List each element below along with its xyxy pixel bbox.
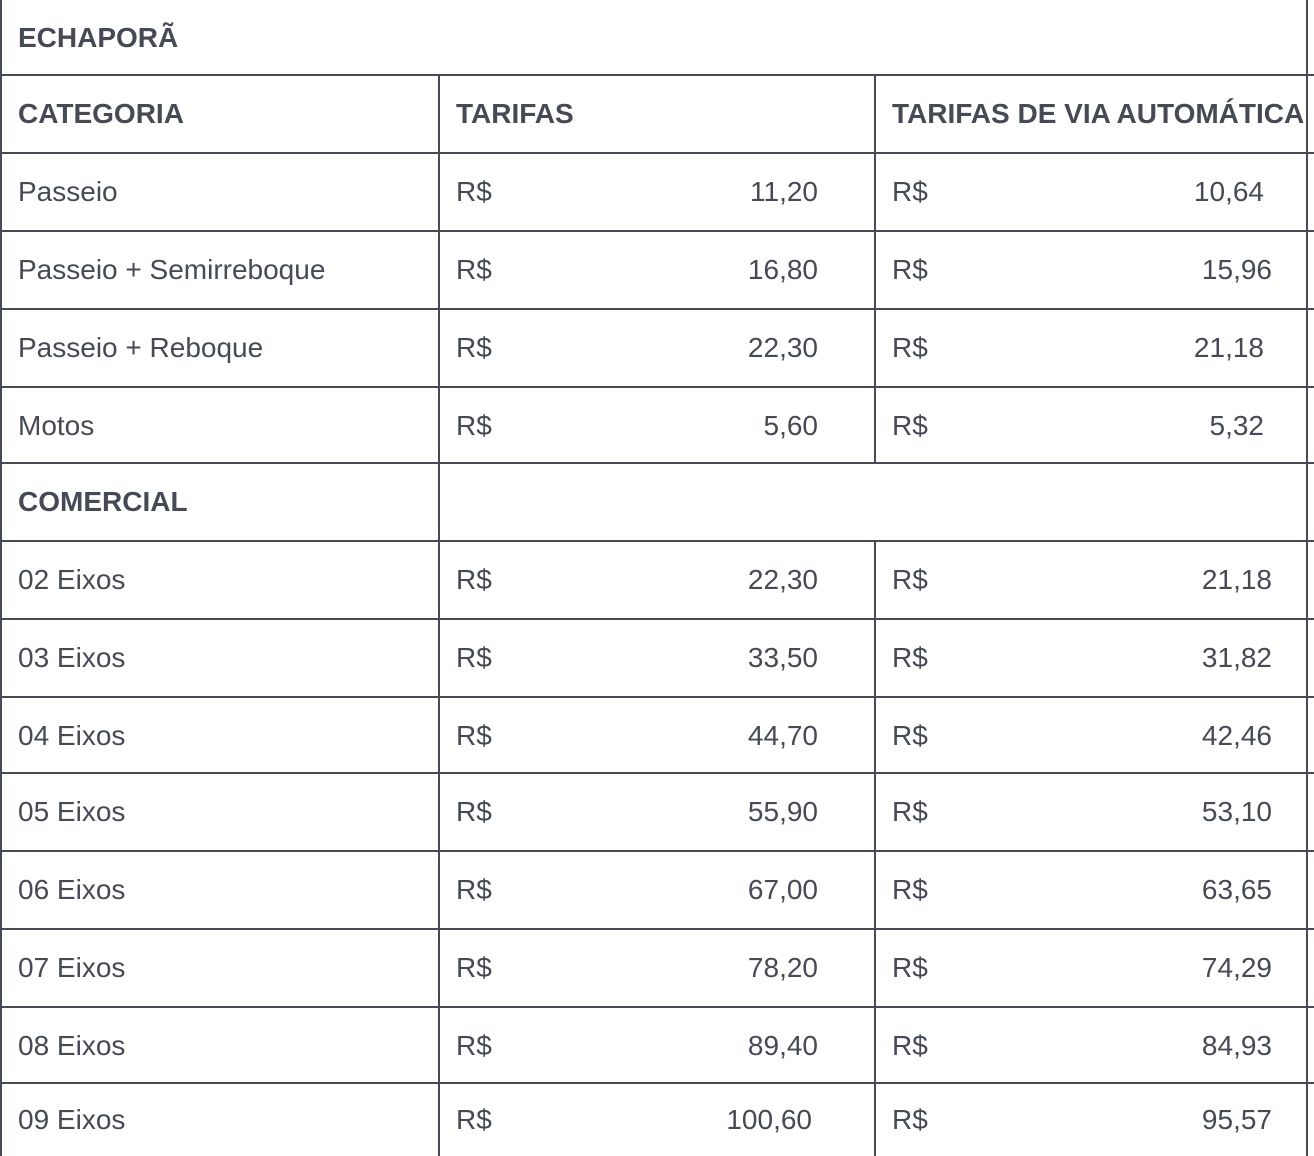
table-row <box>2 618 1314 696</box>
currency-symbol: R$ <box>456 952 492 983</box>
header-categoria: CATEGORIA <box>18 98 184 129</box>
section-empty-cell <box>438 464 1308 540</box>
table-row <box>2 850 1314 928</box>
row-label: Passeio + Reboque <box>18 332 264 363</box>
currency-symbol: R$ <box>892 874 928 905</box>
table-title: ECHAPORÃ <box>2 0 1308 76</box>
tarifa-value: 22,30 <box>747 332 818 363</box>
currency-symbol: R$ <box>456 332 492 363</box>
tarifa-value: 22,30 <box>747 564 818 595</box>
row-label: 07 Eixos <box>18 952 126 983</box>
row-label: 09 Eixos <box>18 1104 126 1135</box>
via-automatica-cell <box>874 542 1308 618</box>
row-label: 05 Eixos <box>18 796 126 827</box>
row-label: 03 Eixos <box>18 642 126 673</box>
via-automatica-value: 10,64 <box>1193 176 1264 207</box>
via-automatica-cell <box>874 852 1308 928</box>
row-label: 08 Eixos <box>18 1030 126 1061</box>
currency-symbol: R$ <box>456 176 492 207</box>
currency-symbol: R$ <box>456 642 492 673</box>
tarifa-value: 11,20 <box>750 176 818 207</box>
row-label: Motos <box>18 410 95 441</box>
via-automatica-value: 21,18 <box>1201 564 1272 595</box>
via-automatica-value: 53,10 <box>1201 796 1272 827</box>
table-row <box>2 386 1314 464</box>
tarifa-cell <box>438 774 874 850</box>
tarifa-value: 89,40 <box>747 1030 818 1061</box>
via-automatica-cell <box>874 620 1308 696</box>
table-row <box>2 1082 1314 1156</box>
row-label: 06 Eixos <box>18 874 126 905</box>
tarifa-value: 78,20 <box>747 952 818 983</box>
tarifa-cell <box>438 388 874 464</box>
via-automatica-cell <box>874 698 1308 774</box>
table-row <box>2 230 1314 308</box>
table-row <box>2 928 1314 1006</box>
tarifa-cell <box>438 1008 874 1084</box>
via-automatica-cell <box>874 930 1308 1006</box>
currency-symbol: R$ <box>456 564 492 595</box>
via-automatica-cell <box>874 310 1308 386</box>
title-row <box>2 0 1314 76</box>
via-automatica-value: 84,93 <box>1201 1030 1272 1061</box>
tarifa-cell <box>438 852 874 928</box>
section-row-comercial <box>2 462 1314 540</box>
via-automatica-value: 15,96 <box>1201 254 1272 285</box>
table-row <box>2 772 1314 850</box>
tarifa-cell <box>438 154 874 230</box>
tarifa-cell <box>438 620 874 696</box>
via-automatica-cell <box>874 154 1308 230</box>
row-label: Passeio <box>18 176 118 207</box>
section-title-comercial: COMERCIAL <box>18 486 188 517</box>
tarifa-cell <box>438 310 874 386</box>
tarifa-value: 33,50 <box>747 642 818 673</box>
table-row <box>2 696 1314 774</box>
currency-symbol: R$ <box>456 720 492 751</box>
header-tarifas-via-automatica: TARIFAS DE VIA AUTOMÁTICA <box>874 76 1308 152</box>
via-automatica-cell <box>874 1008 1308 1084</box>
currency-symbol: R$ <box>892 642 928 673</box>
via-automatica-cell <box>874 232 1308 308</box>
currency-symbol: R$ <box>456 1030 492 1061</box>
tarifa-value: 100,60 <box>726 1104 812 1135</box>
table-row <box>2 1006 1314 1084</box>
via-automatica-value: 21,18 <box>1193 332 1264 363</box>
tarifa-cell <box>438 930 874 1006</box>
via-automatica-value: 5,32 <box>1209 410 1264 441</box>
currency-symbol: R$ <box>892 952 928 983</box>
tarifa-cell <box>438 232 874 308</box>
tarifa-value: 55,90 <box>747 796 818 827</box>
table-row <box>2 540 1314 618</box>
header-tarifas: TARIFAS <box>438 76 874 152</box>
tarifa-cell <box>438 542 874 618</box>
via-automatica-value: 63,65 <box>1201 874 1272 905</box>
table-row <box>2 152 1314 230</box>
via-automatica-value: 95,57 <box>1201 1104 1272 1135</box>
tarifa-cell <box>438 1084 874 1156</box>
currency-symbol: R$ <box>892 796 928 827</box>
tarifa-cell <box>438 698 874 774</box>
currency-symbol: R$ <box>456 410 492 441</box>
currency-symbol: R$ <box>892 410 928 441</box>
via-automatica-cell <box>874 774 1308 850</box>
via-automatica-value: 74,29 <box>1201 952 1272 983</box>
currency-symbol: R$ <box>456 1104 492 1135</box>
via-automatica-cell <box>874 388 1308 464</box>
currency-symbol: R$ <box>456 874 492 905</box>
via-automatica-cell <box>874 1084 1308 1156</box>
currency-symbol: R$ <box>892 1104 928 1135</box>
currency-symbol: R$ <box>456 796 492 827</box>
currency-symbol: R$ <box>892 1030 928 1061</box>
tarifa-value: 16,80 <box>747 254 818 285</box>
tarifa-value: 5,60 <box>763 410 818 441</box>
header-row <box>2 74 1314 152</box>
tarifa-value: 67,00 <box>747 874 818 905</box>
row-label: 04 Eixos <box>18 720 126 751</box>
via-automatica-value: 31,82 <box>1201 642 1272 673</box>
currency-symbol: R$ <box>892 176 928 207</box>
currency-symbol: R$ <box>892 720 928 751</box>
row-label: Passeio + Semirreboque <box>18 254 326 285</box>
row-label: 02 Eixos <box>18 564 126 595</box>
currency-symbol: R$ <box>892 564 928 595</box>
currency-symbol: R$ <box>892 254 928 285</box>
table-row <box>2 308 1314 386</box>
currency-symbol: R$ <box>456 254 492 285</box>
tarifa-value: 44,70 <box>747 720 818 751</box>
via-automatica-value: 42,46 <box>1201 720 1272 751</box>
currency-symbol: R$ <box>892 332 928 363</box>
